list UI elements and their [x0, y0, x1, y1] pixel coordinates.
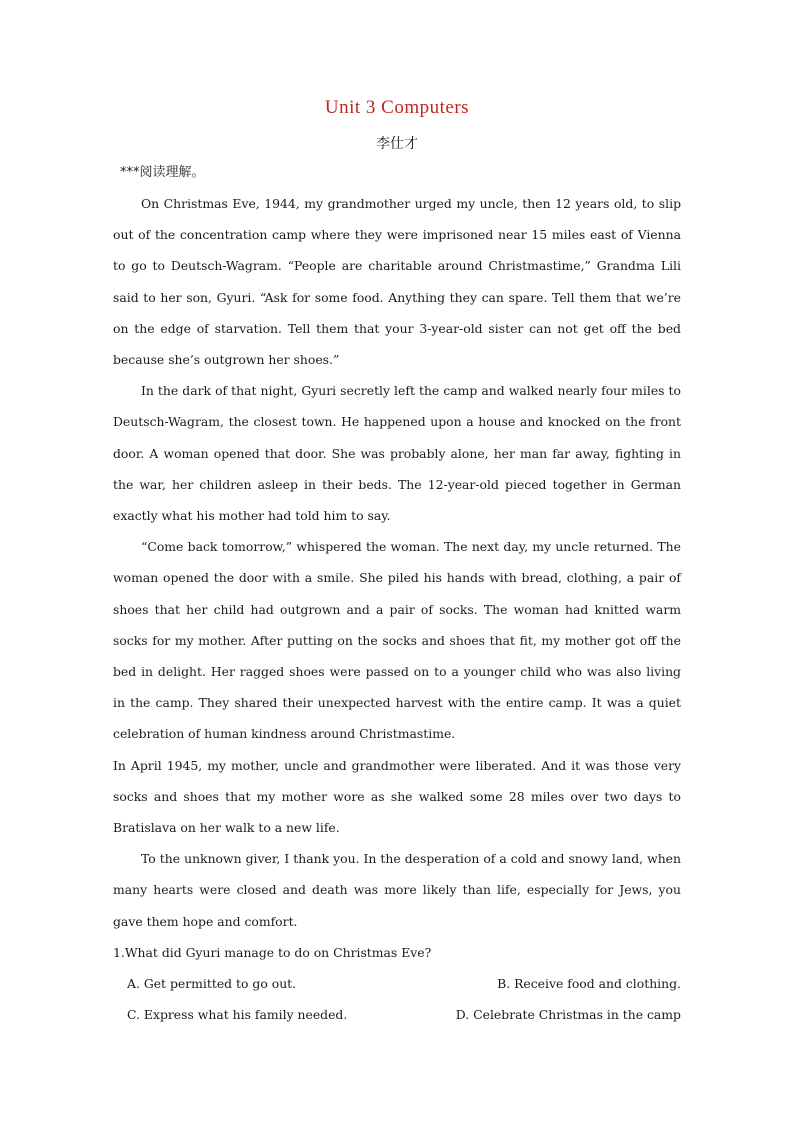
options-row-1: [113, 968, 681, 999]
paragraph-2: In the dark of that night, Gyuri secretly left the camp and walked nearly four miles to Deutsch-Wagram, the closest town. He happened upon a house and knocked on the front door. A woman opened that door. She was probably alone, her man far away, fighting in the war, her children asleep in their beds. The 12-year-old pieced together in German exactly what his mother had told him to say.: [113, 383, 681, 524]
author-name: 李仕才: [376, 136, 418, 152]
options-row-2: [113, 999, 681, 1030]
paragraph-3: “Come back tomorrow,” whispered the woman. The next day, my uncle returned. The woman opened the door with a smile. She piled his hands with bread, clothing, a pair of shoes that her child had outgrown and a pair of socks. The woman had knitted warm socks for my mother. After putting on the socks and shoes that fit, my mother got off the bed in delight. Her ragged shoes were passed on to a younger child who was also living in the camp. They shared their unexpected harvest with the entire camp. It was a quiet celebration of human kindness around Christmastime.: [113, 539, 681, 742]
option-c: C. Express what his family needed.: [127, 1007, 348, 1023]
option-a: A. Get permitted to go out.: [127, 976, 297, 992]
paragraph-5: To the unknown giver, I thank you. In the desperation of a cold and snowy land, when many hearts were closed and death was more likely than life, especially for Jews, you gave them hope and comfort.: [113, 851, 681, 929]
section-label: ***阅读理解。: [120, 165, 205, 180]
paragraph-1: On Christmas Eve, 1944, my grandmother urged my uncle, then 12 years old, to slip out of the concentration camp where they were imprisoned near 15 miles east of Vienna to go to Deutsch-Wagram. “People are charitable around Christmastime,” Grandma Lili said to her son, Gyuri. “Ask for some food. Anything they can spare. Tell them that we’re on the edge of starvation. Tell them that your 3-year-old sister can not get off the bed because she’s outgrown her shoes.”: [113, 196, 681, 368]
option-b: B. Receive food and clothing.: [497, 976, 681, 992]
document-title: Unit 3 Computers: [324, 97, 470, 118]
option-d: D. Celebrate Christmas in the camp: [455, 1007, 681, 1023]
paragraph-4: In April 1945, my mother, uncle and grandmother were liberated. And it was those very socks and shoes that my mother wore as she walked some 28 miles over two days to Bratislava on her walk to a new life.: [113, 757, 681, 836]
reading-passage: [113, 188, 681, 1030]
question-1: 1.What did Gyuri manage to do on Christmas Eve?: [113, 944, 432, 960]
